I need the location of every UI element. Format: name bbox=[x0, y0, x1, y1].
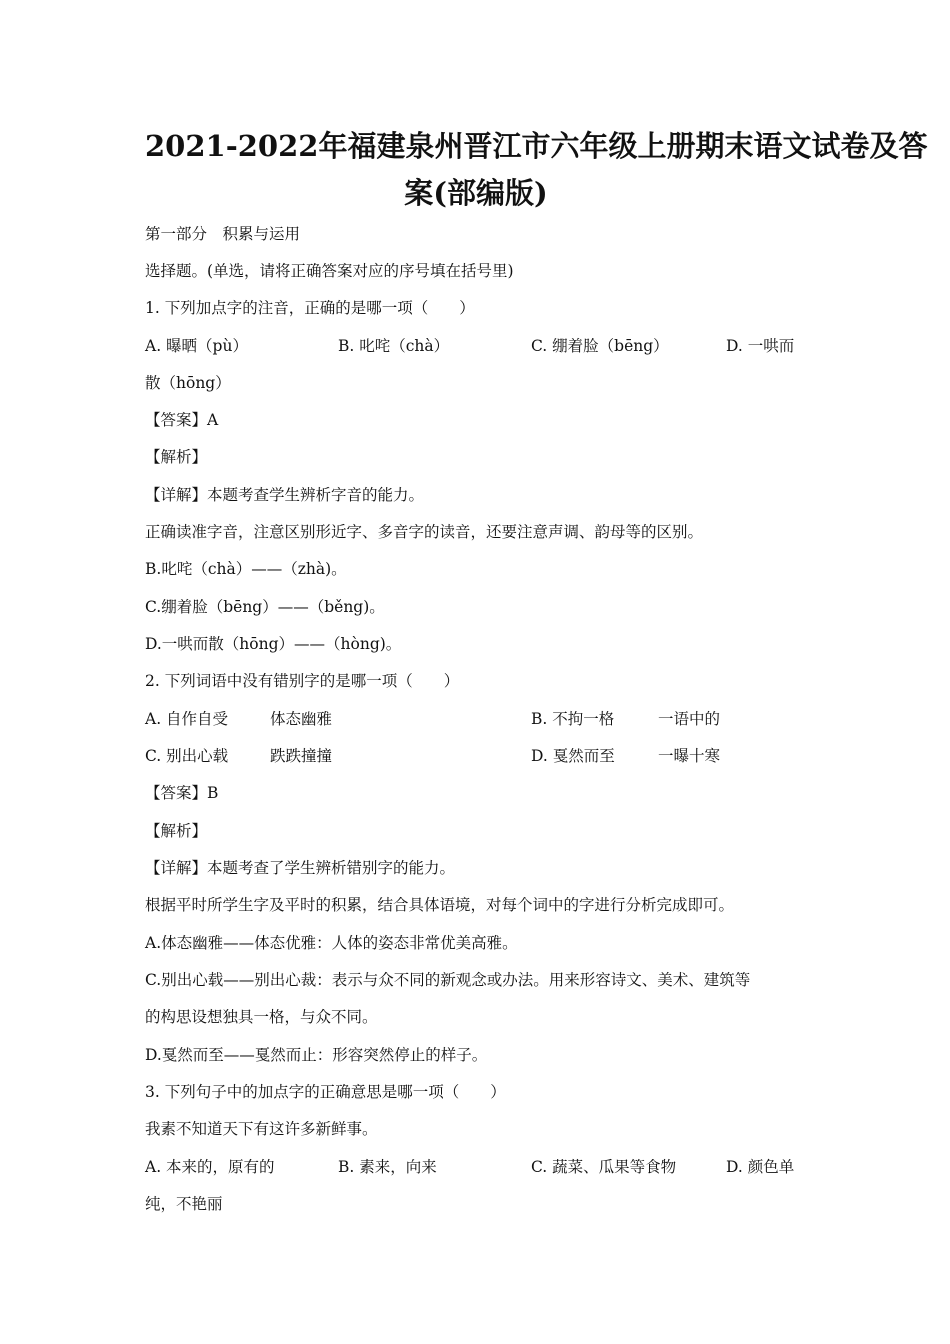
q3-option-b: B. 素来，向来 bbox=[338, 1158, 437, 1176]
q2-option-b-word-1: B. 不拘一格 bbox=[531, 710, 615, 728]
section-heading: 第一部分 积累与运用 bbox=[145, 225, 301, 243]
document-title-line-2: 案(部编版) bbox=[404, 176, 548, 210]
q2-stem: 2. 下列词语中没有错别字的是哪一项（ ） bbox=[145, 672, 460, 690]
q2-option-b-word-2: 一语中的 bbox=[658, 710, 721, 728]
q2-option-d-word-1: D. 戛然而至 bbox=[531, 747, 615, 765]
q2-option-c-word-1: C. 别出心载 bbox=[145, 747, 229, 765]
q1-explanation-line: 正确读准字音，注意区别形近字、多音字的读音，还要注意声调、韵母等的区别。 bbox=[145, 523, 704, 541]
q1-explanation-line: B.叱咤（chà）——（zhà)。 bbox=[145, 560, 347, 578]
q1-analysis-label: 【解析】 bbox=[145, 448, 208, 466]
q1-option-b: B. 叱咤（chà） bbox=[338, 337, 450, 355]
q1-answer: 【答案】A bbox=[145, 411, 219, 429]
q2-answer: 【答案】B bbox=[145, 784, 219, 802]
q2-explanation-line: C.别出心载——别出心裁：表示与众不同的新观念或办法。用来形容诗文、美术、建筑等 bbox=[145, 971, 751, 989]
q3-option-a: A. 本来的，原有的 bbox=[145, 1158, 275, 1176]
q1-stem: 1. 下列加点字的注音，正确的是哪一项（ ） bbox=[145, 299, 475, 317]
q1-detail: 【详解】本题考查学生辨析字音的能力。 bbox=[145, 486, 425, 504]
q1-explanation-line: C.绷着脸（bēng）——（běng)。 bbox=[145, 598, 385, 616]
instruction-text: 选择题。(单选，请将正确答案对应的序号填在括号里) bbox=[145, 262, 514, 280]
q3-stem: 3. 下列句子中的加点字的正确意思是哪一项（ ） bbox=[145, 1083, 506, 1101]
q2-option-c-word-2: 跌跌撞撞 bbox=[270, 747, 333, 765]
q2-option-a-word-1: A. 自作自受 bbox=[145, 710, 229, 728]
q3-option-d: D. 颜色单 bbox=[726, 1158, 795, 1176]
q2-explanation-line: 的构思设想独具一格，与众不同。 bbox=[145, 1008, 378, 1026]
q1-option-d-continued: 散（hōng） bbox=[145, 374, 231, 392]
q3-sentence: 我素不知道天下有这许多新鲜事。 bbox=[145, 1120, 378, 1138]
q1-option-a: A. 曝晒（pù） bbox=[145, 337, 248, 355]
q3-option-c: C. 蔬菜、瓜果等食物 bbox=[531, 1158, 677, 1176]
q1-option-c: C. 绷着脸（bēng） bbox=[531, 337, 669, 355]
q2-explanation-line: D.戛然而至——戛然而止：形容突然停止的样子。 bbox=[145, 1046, 488, 1064]
q2-analysis-label: 【解析】 bbox=[145, 822, 208, 840]
q2-detail: 【详解】本题考查了学生辨析错别字的能力。 bbox=[145, 859, 456, 877]
q2-explanation-line: 根据平时所学生字及平时的积累，结合具体语境，对每个词中的字进行分析完成即可。 bbox=[145, 896, 735, 914]
q2-option-d-word-2: 一曝十寒 bbox=[658, 747, 721, 765]
q2-option-a-word-2: 体态幽雅 bbox=[270, 710, 333, 728]
q3-option-d-continued: 纯，不艳丽 bbox=[145, 1195, 223, 1213]
q2-explanation-line: A.体态幽雅——体态优雅：人体的姿态非常优美高雅。 bbox=[145, 934, 518, 952]
q1-option-d: D. 一哄而 bbox=[726, 337, 795, 355]
document-title-line-1: 2021-2022年福建泉州晋江市六年级上册期末语文试卷及答 bbox=[145, 129, 928, 163]
q1-explanation-line: D.一哄而散（hōng）——（hòng)。 bbox=[145, 635, 402, 653]
